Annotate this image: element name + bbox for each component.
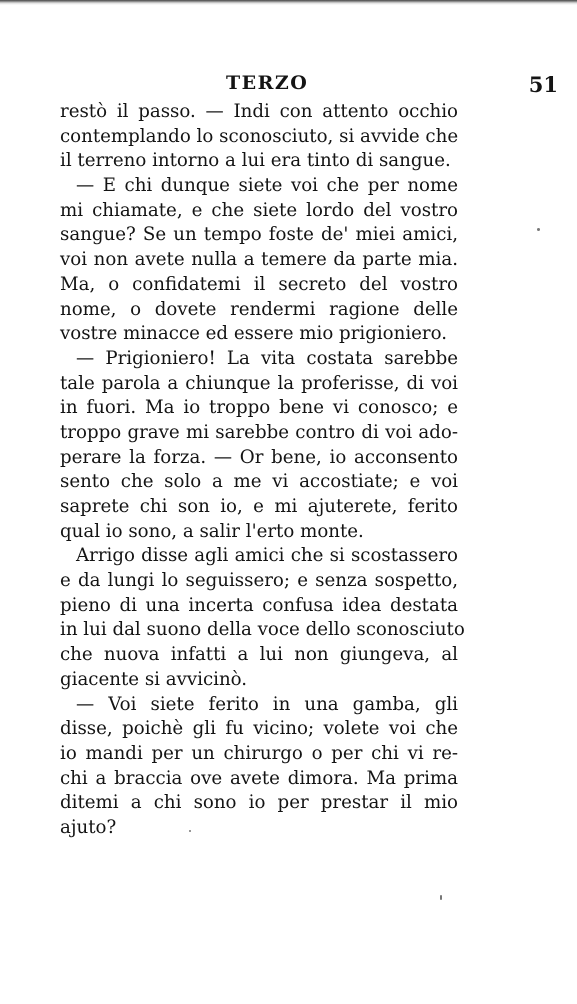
text-line: che nuova infatti a lui non giungeva, al <box>60 644 458 666</box>
text-line: nome, o dovete rendermi ragione delle <box>60 298 458 320</box>
text-line: io mandi per un chirurgo o per chi vi re- <box>60 742 458 764</box>
text-line: troppo grave mi sarebbe contro di voi ado- <box>60 421 458 443</box>
text-line: ditemi a chi sono io per prestar il mio <box>60 792 458 814</box>
text-line: voi non avete nulla a temere da parte mia. <box>60 249 458 271</box>
text-line: contemplando lo sconosciuto, si avvide che <box>60 125 459 147</box>
text-line: Ma, o confidatemi il secreto del vostro <box>60 273 458 295</box>
body-text <box>60 100 465 841</box>
text-line: mi chiamate, e che siete lordo del vostro <box>60 199 458 221</box>
text-line: tale parola a chiunque la proferisse, di voi <box>60 372 458 394</box>
text-line: Arrigo disse agli amici che si scostassero <box>76 545 458 567</box>
text-line: restò il passo. — Indi con attento occhio <box>60 101 458 122</box>
text-line: disse, poichè gli fu vicino; volete voi che <box>60 718 458 740</box>
text-line: pieno di una incerta confusa idea destata <box>60 594 458 616</box>
text-line: sento che solo a me vi accostiate; e voi <box>60 471 458 493</box>
page-number: 51 <box>528 72 558 97</box>
text-line: qual io sono, a salir l'erto monte. <box>60 520 364 542</box>
text-line: chi a braccia ove avete dimora. Ma prima <box>60 767 458 789</box>
text-line: giacente si avvicinò. <box>60 668 248 690</box>
text-line: — E chi dunque siete voi che per nome <box>76 175 458 197</box>
paper-speck <box>189 830 191 832</box>
text-line: in lui dal suono della voce dello sconosciuto <box>60 619 465 641</box>
page-top-edge <box>0 0 577 5</box>
text-line: saprete chi son io, e mi ajuterete, ferito <box>60 496 458 517</box>
text-line: — Prigioniero! La vita costata sarebbe <box>76 347 458 369</box>
paper-speck <box>537 228 540 231</box>
text-line: ajuto? <box>60 816 117 838</box>
running-title: TERZO <box>226 72 309 94</box>
text-line: — Voi siete ferito in una gamba, gli <box>76 693 458 715</box>
page-header <box>50 72 558 102</box>
text-line: sangue? Se un tempo foste de' miei amici, <box>60 224 458 246</box>
paper-speck <box>440 895 442 900</box>
text-line: e da lungi lo seguissero; e senza sospetto, <box>60 570 458 592</box>
text-line: vostre minacce ed essere mio prigioniero. <box>60 323 448 345</box>
text-line: perare la forza. — Or bene, io acconsento <box>60 446 458 468</box>
text-line: in fuori. Ma io troppo bene vi conosco; e <box>60 397 458 419</box>
text-line: il terreno intorno a lui era tinto di sangue. <box>60 150 451 172</box>
